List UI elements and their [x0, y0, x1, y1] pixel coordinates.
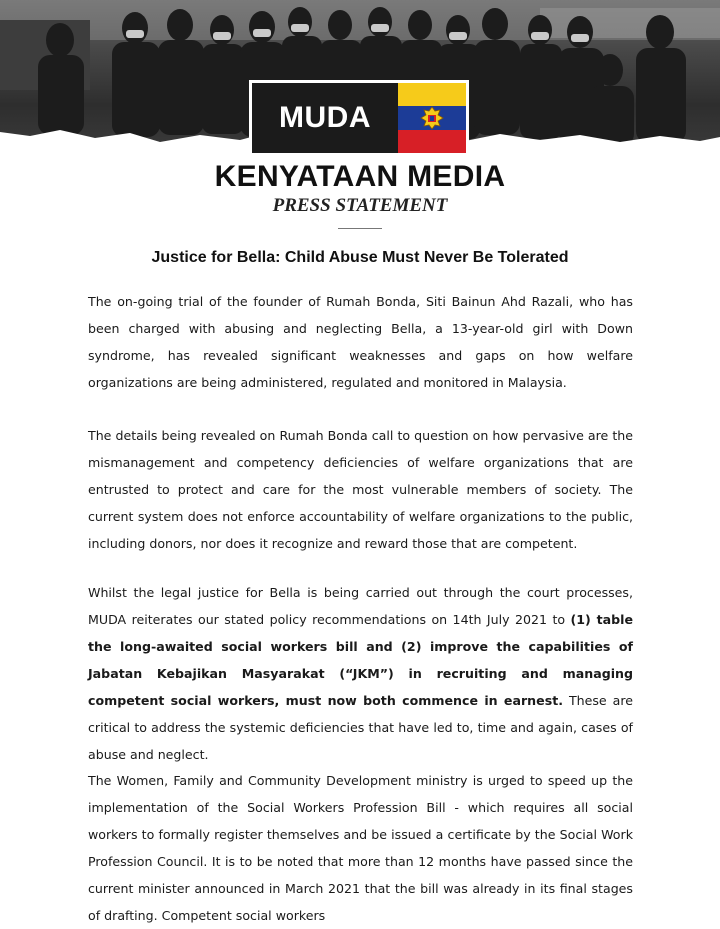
- paragraph-1: The on-going trial of the founder of Rumah Bonda, Siti Bainun Ahd Razali, who has been charged with abusing and neglecting Bella, a 13-year-old girl with Down syndrome, has revealed significant weaknesses and gaps on how welfare organizations are being administered, regulated and monitored in Malaysia.: [88, 294, 633, 390]
- paragraph-2: The details being revealed on Rumah Bonda call to question on how pervasive are the mismanagement and competency deficiencies of welfare organizations that are entrusted to protect and care for the most vulnerable members of society. The current system does not enforce accountability of welfare organizations to the public, including donors, nor does it recognize and reward those that are competent.: [88, 428, 633, 551]
- paragraph-3-bold: (1) table the long-awaited social workers bill and (2) improve the capabilities of Jabatan Kebajikan Masyarakat (“JKM”) in recruiting and managing competent social workers, must now both commence in earnest.: [88, 612, 633, 708]
- paragraph-4: The Women, Family and Community Development ministry is urged to speed up the implementation of the Social Workers Profession Bill - which requires all social workers to formally register themselves and be issued a certificate by the Social Work Profession Council. It is to be noted that more than 12 months have passed since the current minister announced in March 2021 that the bill was already in its final stages of drafting. Competent social workers: [88, 773, 633, 923]
- header-title: KENYATAAN MEDIA: [214, 160, 506, 193]
- paragraph-3-text-b: These are critical to address the systemic deficiencies that have led to, time and again, cases of abuse and neglect.: [88, 693, 633, 762]
- logo-flag: [398, 83, 466, 153]
- title-divider: [338, 228, 382, 229]
- crest-icon: [419, 106, 445, 130]
- statement-title: Justice for Bella: Child Abuse Must Never Be Tolerated: [151, 249, 569, 266]
- logo-wordmark: MUDA: [252, 83, 398, 153]
- paragraph-3: [88, 579, 633, 768]
- paragraph-3-text-a: Whilst the legal justice for Bella is being carried out through the court processes, MUDA reiterates our stated policy recommendations on 14th July 2021 to: [88, 585, 633, 627]
- header-subtitle: PRESS STATEMENT: [272, 195, 448, 216]
- muda-logo: [249, 80, 469, 156]
